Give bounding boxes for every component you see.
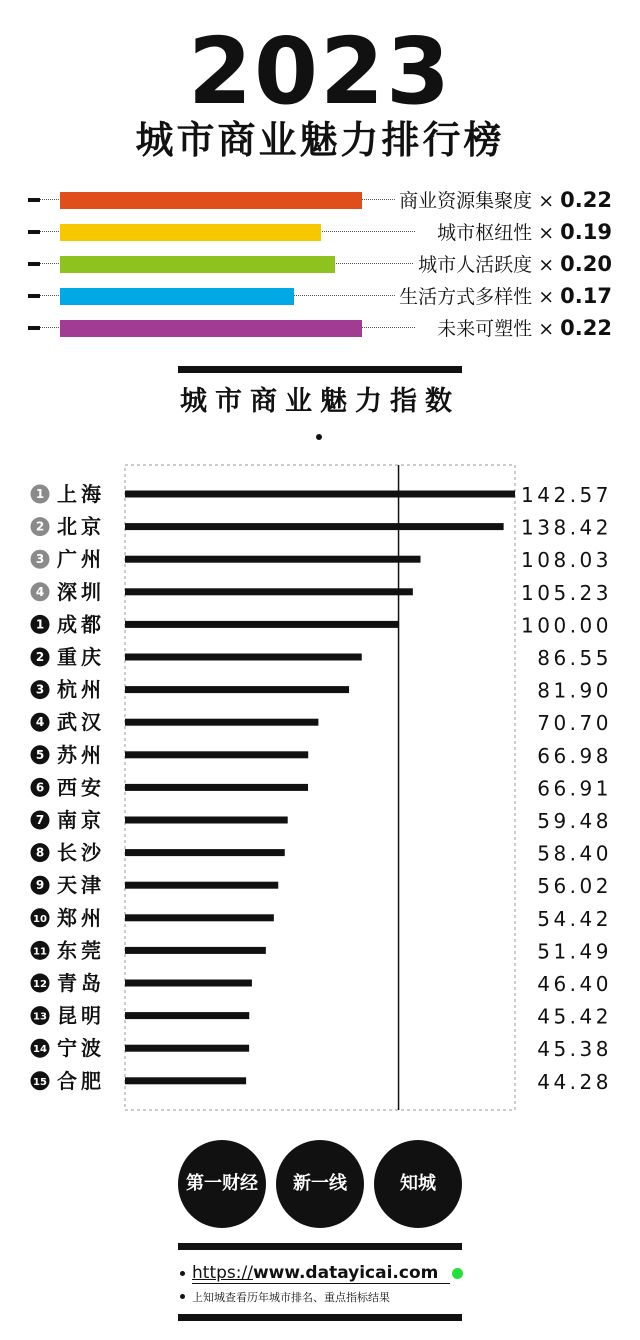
value-label: 59.48 xyxy=(537,809,612,833)
city-label: 深圳 xyxy=(57,579,105,604)
city-label: 青岛 xyxy=(57,971,105,995)
city-label: 天津 xyxy=(57,873,105,898)
value-label: 66.98 xyxy=(537,743,612,768)
value-label: 45.42 xyxy=(537,1004,612,1029)
chart-subtitle: 城市商业魅力指数 xyxy=(180,386,460,417)
green-dot xyxy=(452,1268,463,1279)
rank-number: 15 xyxy=(33,1076,47,1088)
dash-mark xyxy=(28,198,40,202)
weight-label: 生活方式多样性 × 0.17 xyxy=(395,283,612,310)
rank-number: 1 xyxy=(35,487,45,501)
bar-8 xyxy=(125,719,318,726)
city-label: 郑州 xyxy=(57,905,105,930)
bar-4 xyxy=(125,588,413,595)
weight-bar xyxy=(60,192,362,209)
bar-5 xyxy=(125,621,399,628)
weight-bar xyxy=(60,256,335,273)
bar-13 xyxy=(125,882,278,889)
bar-1 xyxy=(125,491,515,498)
city-label: 西安 xyxy=(57,775,105,800)
footer-divider-top xyxy=(178,1243,462,1250)
bar-16 xyxy=(125,980,252,987)
city-label: 上海 xyxy=(57,482,105,506)
value-label: 142.57 xyxy=(521,483,612,507)
city-label: 成都 xyxy=(57,612,105,637)
bar-18 xyxy=(125,1045,249,1052)
weight-label: 城市人活跃度 × 0.20 xyxy=(414,251,612,278)
weight-legend xyxy=(0,184,640,344)
dash-mark xyxy=(28,294,40,298)
bullet-dot xyxy=(180,1271,185,1276)
bar-6 xyxy=(125,654,362,661)
weight-row xyxy=(0,248,640,280)
rank-number: 13 xyxy=(33,1011,47,1023)
value-label: 58.40 xyxy=(537,841,612,866)
value-label: 81.90 xyxy=(537,678,612,703)
value-label: 45.38 xyxy=(537,1037,612,1062)
logo-zhicheng: 知城 xyxy=(374,1140,462,1228)
weight-label: 城市枢纽性 × 0.19 xyxy=(433,219,612,246)
rank-number: 12 xyxy=(33,979,47,990)
decorative-dot xyxy=(316,434,322,440)
rank-number: 6 xyxy=(35,780,45,795)
value-label: 70.70 xyxy=(537,711,612,736)
rank-number: 9 xyxy=(35,878,45,893)
weight-bar xyxy=(60,320,362,337)
ranking-bar-chart xyxy=(0,460,640,1120)
bullet-dot xyxy=(180,1294,185,1299)
weight-bar xyxy=(60,288,294,305)
bar-9 xyxy=(125,751,308,758)
weight-row xyxy=(0,280,640,312)
website-link[interactable]: https://www.datayicai.com xyxy=(192,1263,439,1283)
bar-15 xyxy=(125,947,266,954)
weight-label: 未来可塑性 × 0.22 xyxy=(433,315,612,342)
rank-number: 10 xyxy=(33,913,47,925)
rank-number: 2 xyxy=(35,519,45,534)
link-underline xyxy=(192,1283,450,1284)
rank-number: 3 xyxy=(35,682,45,697)
city-label: 北京 xyxy=(57,514,105,539)
rank-number: 5 xyxy=(35,747,45,762)
bar-3 xyxy=(125,556,421,563)
year-heading: 2023 xyxy=(187,18,453,125)
rank-number: 11 xyxy=(33,946,47,958)
weight-label: 商业资源集聚度 × 0.22 xyxy=(395,187,612,214)
value-label: 51.49 xyxy=(537,939,612,964)
bar-10 xyxy=(125,784,308,791)
city-label: 武汉 xyxy=(57,710,105,735)
value-label: 86.55 xyxy=(537,646,612,670)
footer-note: 上知城查看历年城市排名、重点指标结果 xyxy=(192,1291,390,1304)
dash-mark xyxy=(28,230,40,234)
rank-number: 3 xyxy=(35,552,45,567)
section-divider xyxy=(178,366,462,373)
page-title: 城市商业魅力排行榜 xyxy=(135,118,505,162)
bar-2 xyxy=(125,523,504,530)
rank-number: 2 xyxy=(35,650,45,664)
bar-12 xyxy=(125,849,285,856)
value-label: 66.91 xyxy=(537,776,612,801)
value-label: 46.40 xyxy=(537,972,612,996)
city-label: 宁波 xyxy=(57,1036,105,1061)
dash-mark xyxy=(28,326,40,330)
rank-number: 4 xyxy=(35,584,45,599)
city-label: 南京 xyxy=(57,808,105,832)
bar-11 xyxy=(125,817,288,824)
city-label: 杭州 xyxy=(57,677,105,702)
dash-mark xyxy=(28,262,40,266)
weight-row xyxy=(0,312,640,344)
logo-yicai: 第一财经 xyxy=(178,1140,266,1228)
logo-rising-lab: 新一线 xyxy=(276,1140,364,1228)
rank-number: 1 xyxy=(35,617,45,632)
city-label: 长沙 xyxy=(57,840,105,865)
weight-bar xyxy=(60,224,321,241)
city-label: 合肥 xyxy=(57,1068,105,1093)
value-label: 100.00 xyxy=(521,613,612,638)
bar-7 xyxy=(125,686,349,693)
bar-19 xyxy=(125,1077,246,1084)
city-label: 昆明 xyxy=(57,1003,105,1028)
weight-row xyxy=(0,184,640,216)
value-label: 54.42 xyxy=(537,906,612,931)
rank-number: 4 xyxy=(35,715,45,730)
rank-number: 14 xyxy=(33,1044,47,1056)
rank-number: 7 xyxy=(35,813,45,827)
rank-number: 8 xyxy=(35,845,45,860)
city-label: 重庆 xyxy=(57,645,105,669)
footer-divider-bottom xyxy=(178,1314,462,1321)
city-label: 苏州 xyxy=(57,742,105,767)
value-label: 105.23 xyxy=(521,580,612,605)
weight-row xyxy=(0,216,640,248)
value-label: 108.03 xyxy=(521,548,612,573)
bar-17 xyxy=(125,1012,249,1019)
bar-14 xyxy=(125,914,274,921)
value-label: 44.28 xyxy=(537,1069,612,1094)
value-label: 56.02 xyxy=(537,874,612,899)
value-label: 138.42 xyxy=(521,515,612,540)
city-label: 广州 xyxy=(57,547,105,572)
city-label: 东莞 xyxy=(57,938,105,963)
